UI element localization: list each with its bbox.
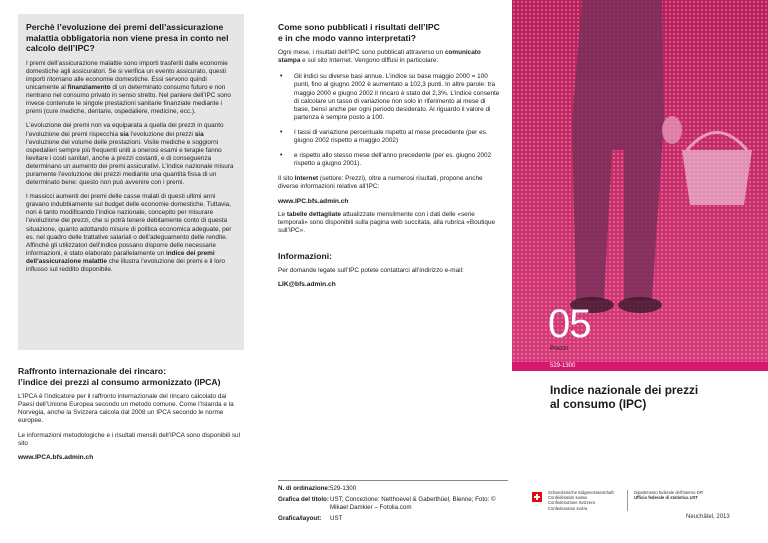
imprint-row: Grafica/layout: UST xyxy=(278,515,343,522)
department-names: Dipartimento federale dell’interno DFI Ufficio federale di statistica UST xyxy=(634,490,704,501)
imprint-block xyxy=(278,480,508,526)
publication-section xyxy=(278,22,500,288)
premium-faq-box xyxy=(18,14,244,350)
order-number: 529-1300 xyxy=(550,363,576,369)
confederation-names: Schweizerische Eidgenossenschaft Confédération suisse Confederazione Svizzera Confederaziun svizra xyxy=(548,490,628,511)
ipca-paragraph-2: Le informazioni metodologiche e i risultati mensili dell’IPCA sono disponibili sul sito xyxy=(18,431,241,447)
tables-paragraph: Le tabelle dettagliate attualizzate mensilmente con i dati delle «serie temporali» sono disponibili sulla pagina web succitata, alla rubrica «Boutique sull’IPC». xyxy=(278,210,496,234)
info-text: Per domande legate sull’IPC potete contattarci all’indirizzo e-mail: xyxy=(278,266,464,274)
ipca-paragraph-1: L’IPCA è l’indicatore per il raffronto internazionale del rincaro calcolato dai Paesi dell’Unione Europea secondo un metodo comune. Come l’Islanda e la Norvegia, anche la Svizzera calcola dal 2008 un IPCA secondo le norme europee. xyxy=(18,393,234,425)
ipca-url-link[interactable]: www.IPCA.bfs.admin.ch xyxy=(18,453,94,461)
ipca-heading: Raffronto internazionale dei rincaro: l’indice dei prezzi al consumo armonizzato (IPCA) xyxy=(18,366,221,387)
imprint-row: N. di ordinazione: 529-1300 xyxy=(278,485,357,492)
list-item: • e rispetto allo stesso mese dell’anno precedente (per es. giugno 2002 rispetto a giugno 2001). xyxy=(278,152,500,168)
premium-faq-heading: Perchè l’evoluzione dei premi dell’assicurazione malattia obbligatoria non viene presa in conto nel calcolo dell’IPC? xyxy=(26,22,229,54)
ipc-url-link[interactable]: www.IPC.bfs.admin.ch xyxy=(278,197,349,205)
list-item: • I tassi di variazione percentuale rispetto al mese precedente (per es. giugno 2002 rispetto a maggio 2002) xyxy=(278,129,500,145)
premium-paragraph-1: I premi dell’assicurazione malattie sono importi trasferiti dalle economie domestiche agli assicuratori. Se si verifica un evento assicurato, questi importi ritornano alle economie domestiche. Essi servono quindi unicamente al finanziamento di un determinato consumo futuro e non rientrano nel consumo privato in senso stretto. Nel paniere dell’IPC sono invece contenute le singole prestazioni sanitarie finanziate mediante i premi (cure mediche, dentarie, ospedaliere, medicine, ecc.). xyxy=(26,59,231,116)
federal-logo-block xyxy=(532,490,718,511)
left-column xyxy=(0,0,256,543)
cover-photo xyxy=(512,0,768,362)
contact-email-link[interactable]: LIK@bfs.admin.ch xyxy=(278,280,336,288)
order-number-bar xyxy=(512,362,768,371)
series-number: 05 xyxy=(548,302,591,346)
internet-paragraph: Il sito Internet (settore: Prezzi), oltre a numerosi risultati, propone anche diverse informazioni relative all’IPC: xyxy=(278,175,483,191)
publication-intro: Ogni mese, i risultati dell’IPC sono pubblicati attraverso un comunicato stampa e sul sito Internet. Vengono diffusi in particolare: xyxy=(278,49,481,65)
section-label: Prezzi xyxy=(550,345,568,352)
publication-bullets xyxy=(278,73,500,168)
ipca-section xyxy=(18,362,244,461)
imprint-row: Grafica del titolo: UST; Concezione: Netthoevel & Gaberthüel, Bienne; Foto: © Mikael Damkier – Fotolia.com xyxy=(278,496,496,511)
info-heading: Informazioni: xyxy=(278,250,332,261)
premium-paragraph-3: I massicci aumenti dei premi delle casse malati di questi ultimi anni gravano indubbiamente sul budget delle economie domestiche. Tuttavia, non è tanto modificando l’indice nazionale, concepito per misurare l’evoluzione dei prezzi, che si potrà tenere debitamente conto di questa situazione, quanto adottando misure di politica economica adeguate, per es. nel quadro delle trattative salariali o dell’adeguamento delle rendite. Affinché gli utilizzatori dell’indice possano disporre delle necessarie informazioni, è stato elaborato parallelamente un indice dei premi dell’assicurazione malattie che illustra l’evoluzione dei premi e il loro influsso sul reddito disponibile. xyxy=(26,193,232,274)
middle-column xyxy=(256,0,512,543)
publication-heading: Come sono pubblicati i risultati dell’IPC e in che modo vanno interpretati? xyxy=(278,22,440,43)
cover-column xyxy=(512,0,768,543)
document-title: Indice nazionale dei prezzi al consumo (IPC) xyxy=(550,383,699,411)
place-date: Neuchâtel, 2013 xyxy=(686,514,730,520)
swiss-cross-icon xyxy=(532,492,542,502)
list-item: • Gli indici su diverse basi annue. L’indice su base maggio 2000 = 100 punti, fino al giugno 2002 è aumentato a 102,3 punti. In altre parole: tra maggio 2000 e giugno 2002 il rincaro è stato del 2,3%. L’indice consente di calcolare un tasso di variazione non solo in riferimento al mese di base, bensì anche per ogni periodo desiderato. Al riguardo il valore di partenza è sempre posto a 100. xyxy=(278,73,500,122)
premium-paragraph-2: L’evoluzione dei premi non va equiparata a quella dei prezzi in quanto l’evoluzione dei premi rispecchia sia l’evoluzione dei prezzi sia l’evoluzione del volume delle prestazioni. Visite mediche e soggiorni ospedalieri sempre più frequenti uniti a onerosi esami e terapie fanno lievitare i costi sanitari, anche a prezzi costanti, e di conseguenza determinano un aumento dei premi assicurativi. L’indice nazionale misura puramente l’evoluzione dei prezzi mediante una quantità fissa di un determinato bene: questo non può avvenire con i premi. xyxy=(26,122,234,187)
